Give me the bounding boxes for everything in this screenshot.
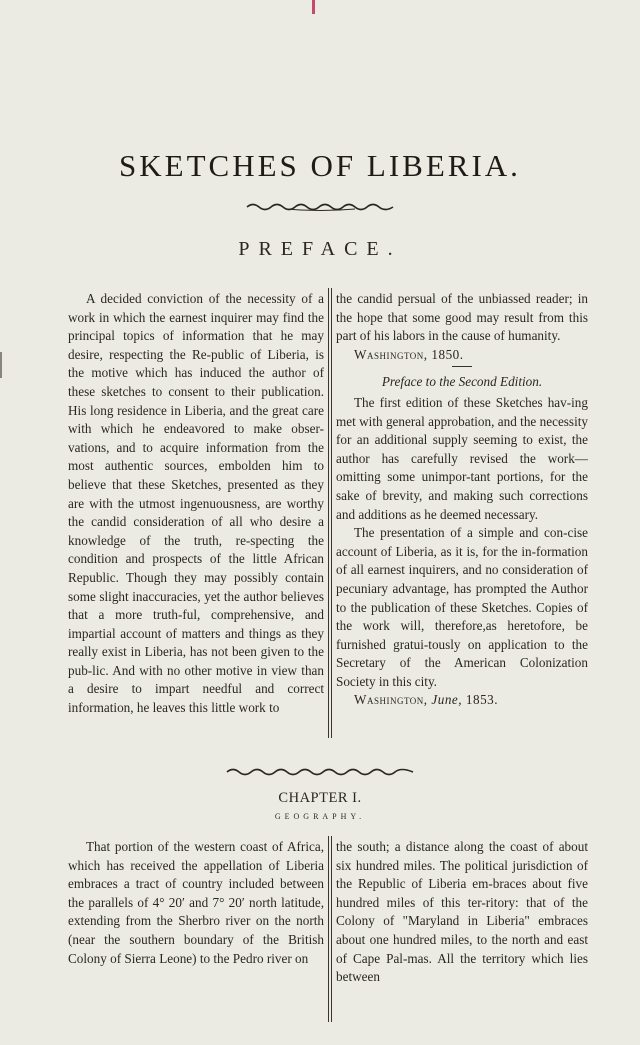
preface-left-column	[68, 290, 324, 718]
chapter-divider-left	[328, 836, 329, 1022]
ornament-rule-top	[0, 200, 640, 219]
signature-1853-place: Washington,	[354, 692, 428, 708]
chapter-subheading: GEOGRAPHY.	[274, 812, 366, 821]
column-divider-left	[328, 288, 329, 738]
short-rule	[452, 366, 472, 367]
preface-heading: PREFACE.	[238, 238, 402, 260]
chapter-heading: CHAPTER I.	[278, 790, 362, 806]
ornament-rule-middle	[0, 764, 640, 783]
preface-paragraph-1-continued: the candid persual of the unbiassed reader; in the hope that some good may result from this part of his labors in the cause of humanity.	[336, 291, 588, 344]
column-divider-right	[331, 288, 332, 738]
ornament-wave-top	[245, 200, 395, 214]
chapter-right-column	[336, 838, 588, 987]
book-title: SKETCHES OF LIBERIA.	[119, 148, 521, 183]
second-edition-paragraph-2: The presentation of a simple and con-cise account of Liberia, as it is, for the in-formation of all earnest inquirers, and no consideration of pecuniary advantage, has prompted the Author to the publication of these Sketches. Copies of the work will, therefore,as heretofore, be furnished gratui-tously on application to the Secretary of the American Colonization Society in this city.	[336, 525, 588, 689]
signature-1853	[336, 691, 588, 710]
chapter-left-column	[68, 838, 324, 968]
signature-1853-year: 1853.	[465, 692, 499, 708]
chapter-paragraph-1: That portion of the western coast of Africa, which has received the appellation of Liberia embraces a tract of country included between the parallels of 4° 20′ and 7° 20′ north latitude, extending from the Sherbro river on the north (near the southern boundary of the British Colony of Sierra Leone) to the Pedro river on	[68, 839, 324, 966]
preface-right-column	[336, 290, 588, 710]
chapter-divider-right	[331, 836, 332, 1022]
signature-1853-month: June,	[431, 692, 463, 708]
signature-1850: Washington, 1850.	[354, 346, 464, 362]
chapter-paragraph-1-continued: the south; a distance along the coast of about six hundred miles. The political jurisdiction of the Republic of Liberia em-braces about five hundred miles of this ter-ritory: that of the Colony of "Maryland in Liberia" embraces about one hundred miles, to the north and east of Cape Pal-mas. All the territory which lies between	[336, 839, 588, 985]
second-edition-paragraph-1: The first edition of these Sketches hav-ing met with general approbation, and the necessity for an additional supply seeming to exist, the author has carefully revised the work—omitting some unimpor-tant portions, for the sake of brevity, and making such corrections and additions as he deemed necessary.	[336, 394, 588, 522]
preface-paragraph-1: A decided conviction of the necessity of a work in which the earnest inquirer may find the principal topics of information that he may desire, respecting the Re-public of Liberia, is the motive which has induced the author of these sketches to consent to their publication. His long residence in Liberia, and the great care with which he endeavored to make obser-vations, and to acquire information from the most authentic sources, embolden him to believe that these Sketches, presented as they are with the utmost ingenuousness, are worthy the candid consideration of all who desire a knowledge of the truth, re-specting the condition and prospects of the little African Republic. Though they may possibly contain some slight inaccuracies, yet the author believes that a more truth-ful, comprehensive, and impartial account of matters and things as they really exist in Liberia, has not been given to the pub-lic. And with no other motive in view than a desire to impart needful and correct information, he leaves this little work to	[68, 291, 324, 716]
second-edition-heading: Preface to the Second Edition.	[381, 374, 543, 390]
ornament-wave-middle	[225, 764, 415, 778]
binding-mark	[0, 352, 2, 378]
page-edge-mark	[312, 0, 315, 14]
